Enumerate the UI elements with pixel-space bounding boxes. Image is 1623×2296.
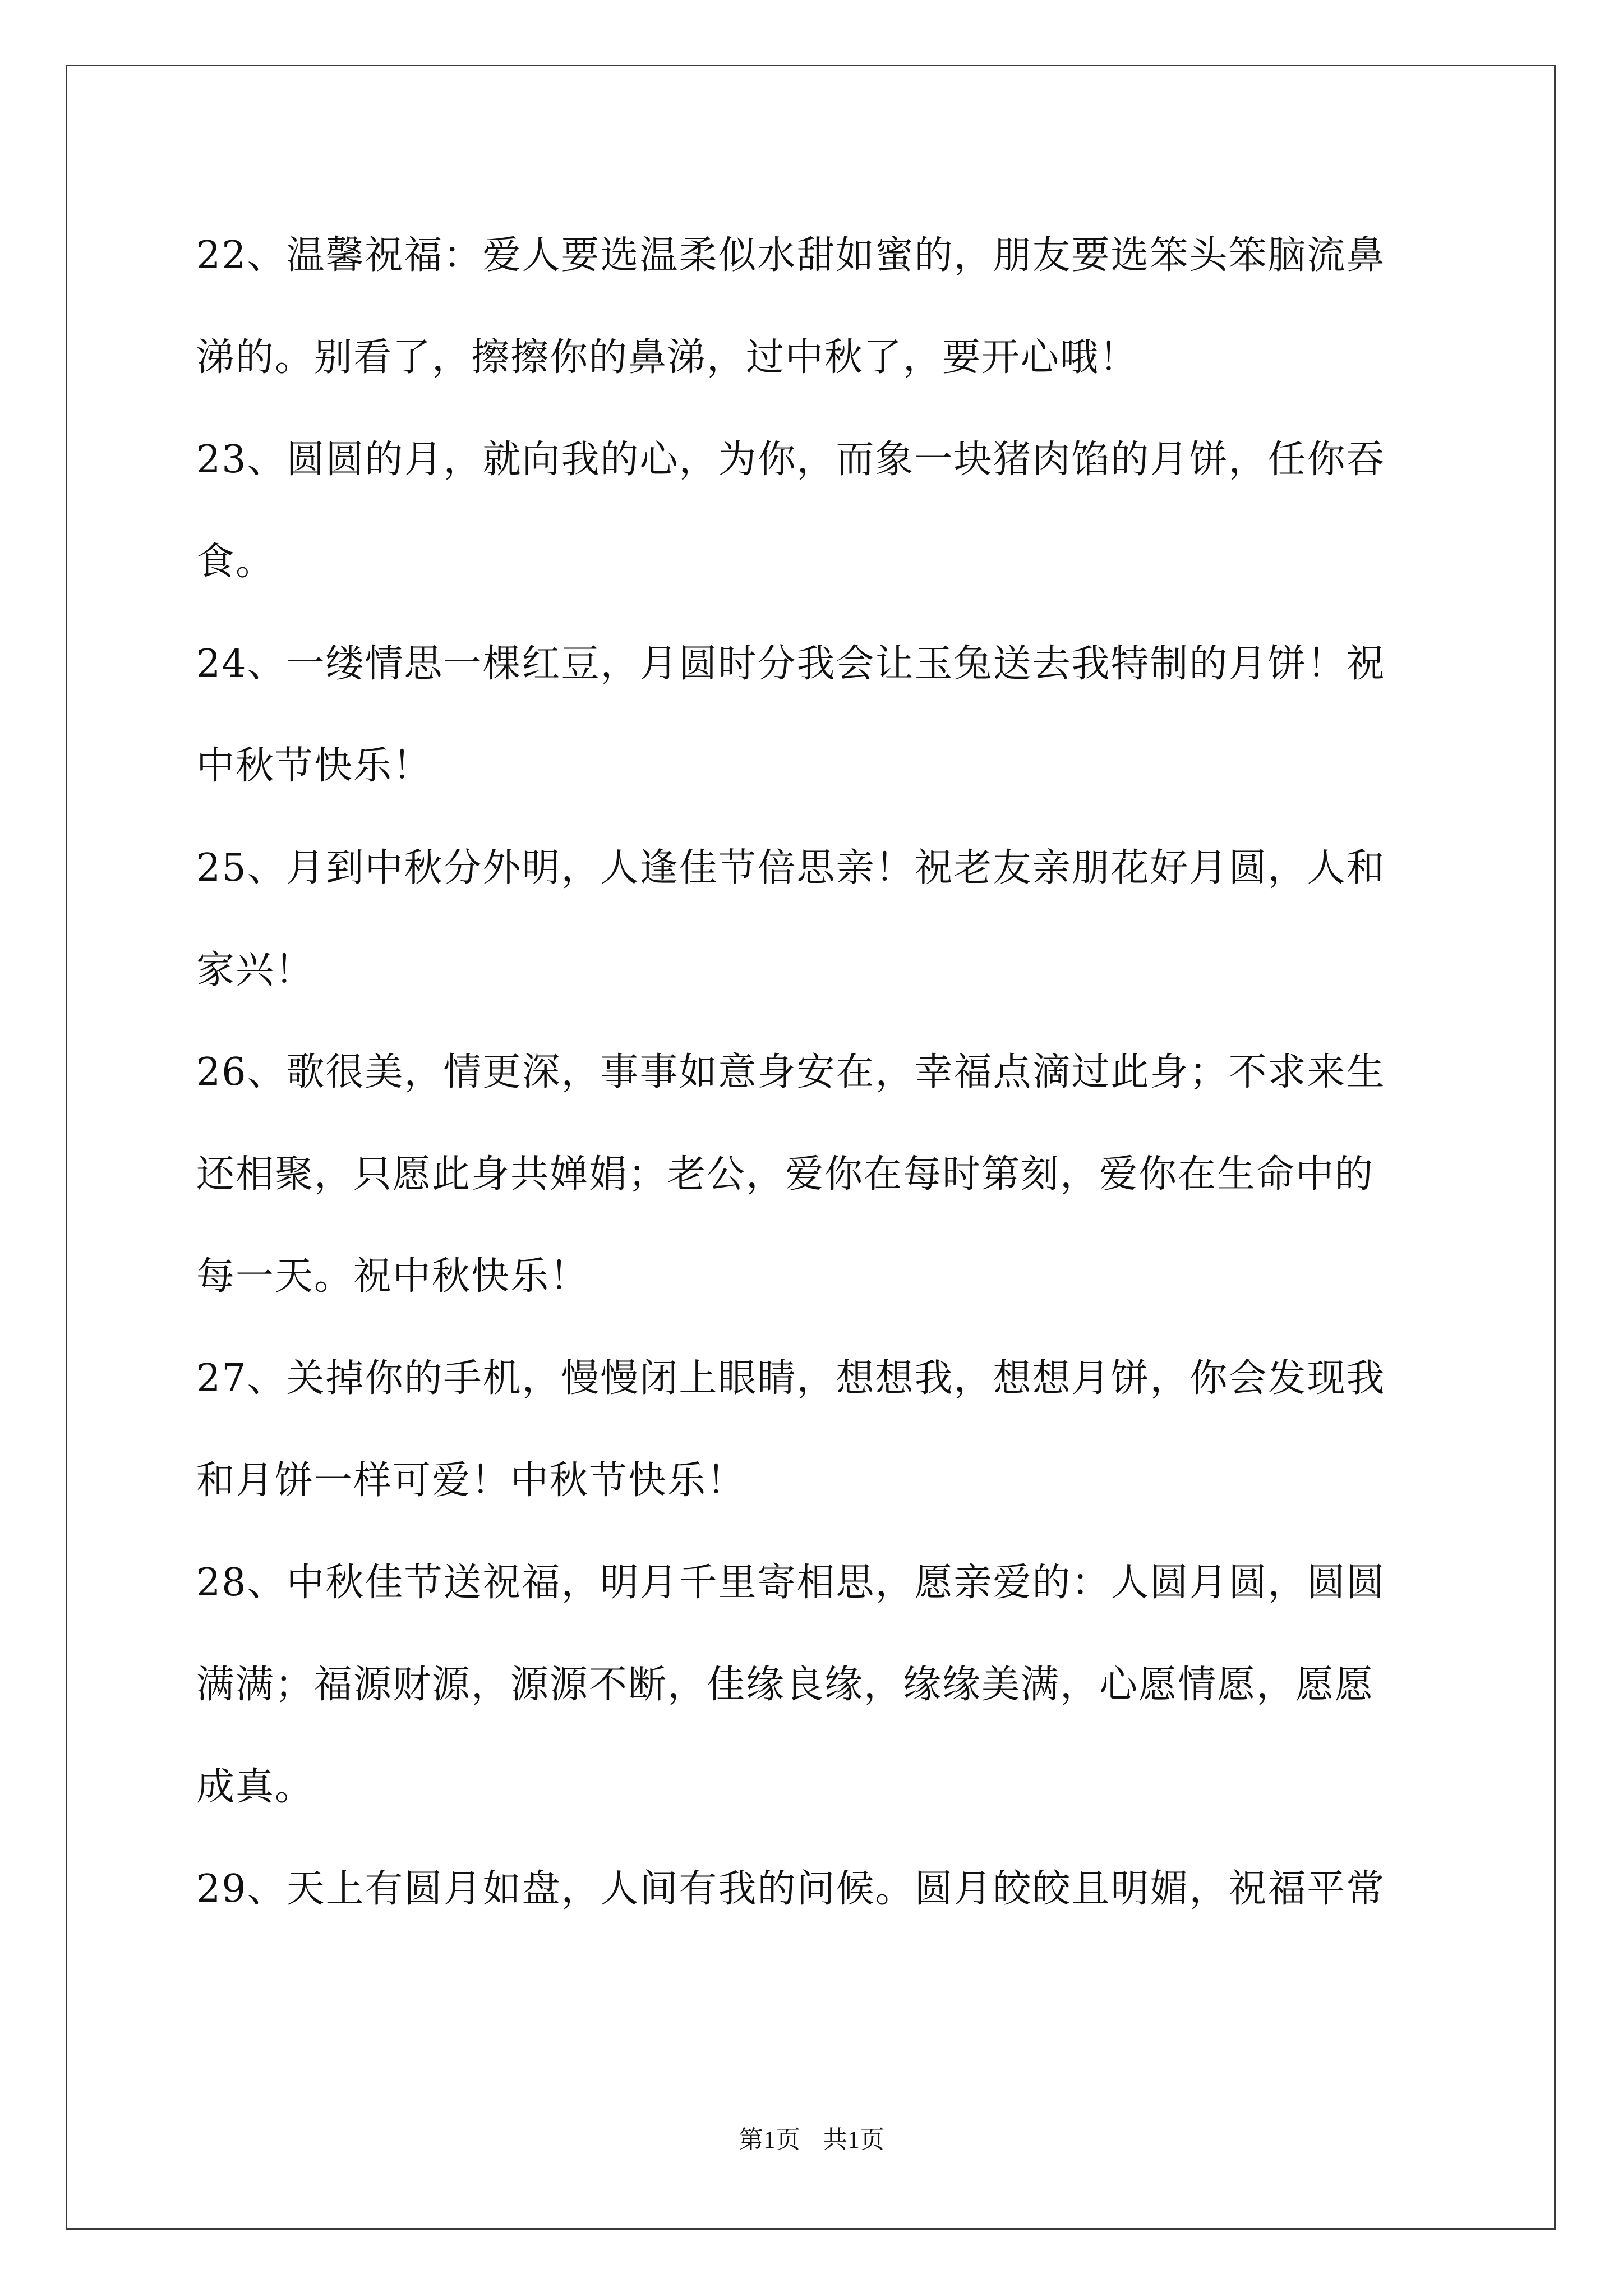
text-line: 22、温馨祝福：爱人要选温柔似水甜如蜜的，朋友要选笨头笨脑流鼻 <box>196 233 1386 278</box>
page-total: 共1页 <box>823 2126 884 2154</box>
text-line: 满满；福源财源，源源不断，佳缘良缘，缘缘美满，心愿情愿，愿愿 <box>196 1663 1375 1707</box>
paragraph-27 <box>196 1328 1430 1532</box>
text-line: 26、歌很美，情更深，事事如意身安在，幸福点滴过此身；不求来生 <box>196 1050 1386 1094</box>
paragraph-25 <box>196 817 1430 1022</box>
text-line: 29、天上有圆月如盘，人间有我的问候。圆月皎皎且明媚，祝福平常 <box>196 1867 1386 1911</box>
text-line: 家兴！ <box>196 948 315 992</box>
page-footer <box>0 2123 1623 2157</box>
paragraph-28 <box>196 1532 1430 1838</box>
paragraph-26 <box>196 1022 1430 1328</box>
text-line: 27、关掉你的手机，慢慢闭上眼睛，想想我，想想月饼，你会发现我 <box>196 1356 1386 1401</box>
text-line: 28、中秋佳节送祝福，明月千里寄相思，愿亲爱的：人圆月圆，圆圆 <box>196 1561 1386 1605</box>
document-body <box>196 205 1430 1940</box>
paragraph-29 <box>196 1838 1430 1940</box>
text-line: 成真。 <box>196 1765 315 1809</box>
paragraph-23 <box>196 409 1430 613</box>
text-line: 涕的。别看了，擦擦你的鼻涕，过中秋了，要开心哦！ <box>196 335 1139 380</box>
paragraph-24 <box>196 613 1430 817</box>
text-line: 25、月到中秋分外明，人逢佳节倍思亲！祝老友亲朋花好月圆，人和 <box>196 846 1386 890</box>
text-line: 23、圆圆的月，就向我的心，为你，而象一块猪肉馅的月饼，任你吞 <box>196 438 1386 482</box>
paragraph-22 <box>196 205 1430 409</box>
text-line: 和月饼一样可爱！中秋节快乐！ <box>196 1458 746 1503</box>
text-line: 还相聚，只愿此身共婵娟；老公，爱你在每时第刻，爱你在生命中的 <box>196 1152 1375 1197</box>
text-line: 24、一缕情思一棵红豆，月圆时分我会让玉兔送去我特制的月饼！祝 <box>196 642 1386 686</box>
text-line: 每一天。祝中秋快乐！ <box>196 1254 589 1299</box>
text-line: 中秋节快乐！ <box>196 744 432 788</box>
text-line: 食。 <box>196 540 275 584</box>
page-number: 第1页 <box>739 2126 800 2154</box>
